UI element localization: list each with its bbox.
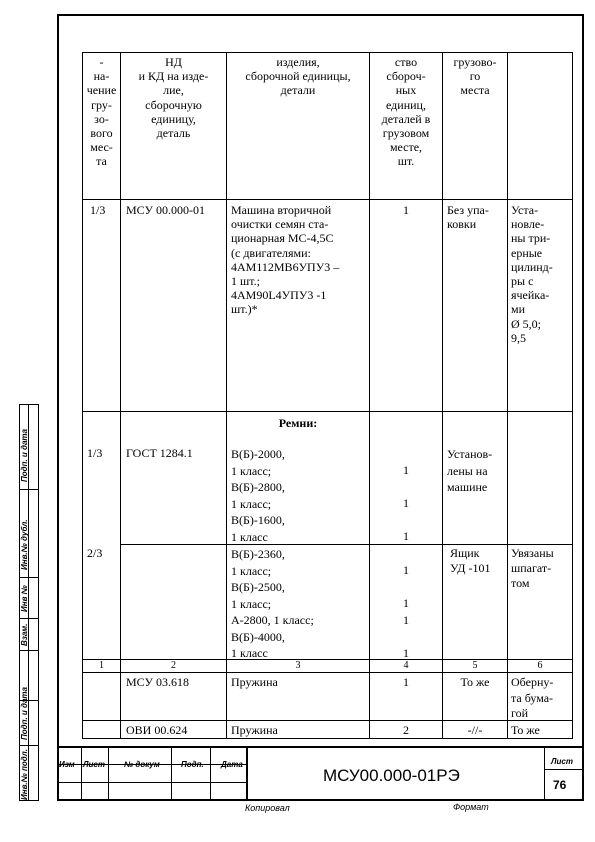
tb-label-list: Лист bbox=[83, 760, 105, 769]
table-right-border bbox=[572, 52, 573, 739]
footer-format: Формат bbox=[453, 802, 489, 812]
tb-col-1 bbox=[81, 746, 82, 801]
colnum-4: 4 bbox=[403, 660, 409, 671]
side-stamp-sep-3 bbox=[19, 618, 39, 619]
row5-qty: 2 bbox=[403, 723, 409, 737]
table-row1-bottom bbox=[82, 411, 573, 412]
row3-note: Увязаны шпагат- том bbox=[511, 546, 554, 590]
row4-name: Пружина bbox=[231, 675, 278, 689]
row4-pack: То же bbox=[460, 675, 490, 689]
title-block-top bbox=[57, 746, 584, 748]
row5-pack: -//- bbox=[467, 723, 483, 737]
row5-name: Пружина bbox=[231, 723, 278, 737]
side-label-inv-dubl: Инв.№ дубл. bbox=[20, 519, 29, 570]
side-stamp-sep-1 bbox=[19, 489, 39, 490]
side-label-vzam: Взам. bbox=[20, 623, 29, 646]
table-header-bottom bbox=[82, 199, 573, 200]
row5-doc: ОВИ 00.624 bbox=[126, 723, 188, 737]
row3-qty: 1 1 1 1 bbox=[403, 563, 409, 660]
row1-note: Уста- новле- ны три- ерные цилинд- ры с ячейка- ми Ø 5,0; 9,5 bbox=[511, 203, 553, 345]
side-stamp-sep-4 bbox=[19, 650, 39, 651]
tb-row-2 bbox=[57, 782, 246, 783]
table-row4-bottom bbox=[82, 720, 573, 721]
tb-col-2 bbox=[108, 746, 109, 801]
header-cell-place: - на- чение гру- зо- вого мес- та bbox=[86, 55, 117, 169]
colnum-3: 3 bbox=[295, 660, 301, 671]
row3-pack: Ящик УД -101 bbox=[450, 546, 491, 575]
tb-label-izm: Изм bbox=[59, 760, 75, 769]
row1-name: Машина вторичной очистки семян ста- ционарная МС-4,5С (с двигателями: 4АМ112МВ6УПУ3 – 1 шт.; 4АМ90L4УПУ3 -1 шт.)* bbox=[231, 203, 340, 317]
row1-doc: МСУ 00.000-01 bbox=[126, 203, 206, 217]
colnum-5: 5 bbox=[472, 660, 478, 671]
row2-name: В(Б)-2000, 1 класс; В(Б)-2800, 1 класс; В(Б)-1600, 1 класс bbox=[231, 447, 285, 544]
row4-qty: 1 bbox=[403, 675, 409, 689]
row4-doc: МСУ 03.618 bbox=[126, 675, 190, 689]
sheet-box-divider bbox=[544, 746, 545, 801]
table-col-divider-1 bbox=[120, 52, 121, 739]
header-cell-qty: ство сбороч- ных единиц, деталей в грузовом месте, шт. bbox=[381, 55, 431, 169]
footer-copied: Копировал bbox=[245, 803, 290, 813]
row3-place: 2/3 bbox=[87, 546, 103, 560]
colnum-2: 2 bbox=[171, 660, 176, 671]
side-label-inv-podl: Инв.№ подл. bbox=[20, 749, 29, 800]
table-bottom-border bbox=[82, 738, 573, 739]
row2-qty: 1 1 1 bbox=[403, 463, 409, 543]
tb-col-4 bbox=[210, 746, 211, 801]
sheet-number: 76 bbox=[553, 778, 567, 792]
table-row2-bottom bbox=[120, 544, 573, 545]
side-stamp-sep-6 bbox=[19, 745, 39, 746]
side-label-podp-data-bottom: Подп. и дата bbox=[20, 687, 29, 740]
colnum-1: 1 bbox=[99, 660, 104, 671]
row5-note: То же bbox=[511, 723, 540, 737]
table-col-divider-5 bbox=[507, 52, 508, 739]
row2-pack: Установ- лены на машине bbox=[447, 447, 493, 494]
header-cell-name: изделия, сборочной единицы, детали bbox=[245, 55, 351, 98]
sheet-label: Лист bbox=[551, 757, 573, 766]
header-cell-doc: НД и КД на изде- лие, сборочную единицу, деталь bbox=[138, 55, 209, 141]
title-block-divider bbox=[246, 746, 248, 801]
row3-name: В(Б)-2360, 1 класс; В(Б)-2500, 1 класс; А-2800, 1 класс; В(Б)-4000, 1 класс bbox=[231, 547, 314, 660]
tb-label-doc: № докум bbox=[124, 760, 160, 769]
row2-place: 1/3 bbox=[87, 446, 103, 460]
table-top-border bbox=[82, 52, 573, 53]
side-stamp-sep-2 bbox=[19, 577, 39, 578]
row2-doc: ГОСТ 1284.1 bbox=[126, 446, 193, 460]
row4-note: Оберну- та бума- гой bbox=[511, 675, 554, 720]
colnum-6: 6 bbox=[537, 660, 543, 671]
header-cell-pack: грузово- го места bbox=[453, 55, 497, 98]
side-label-podp-data-top: Подп. и дата bbox=[20, 429, 29, 482]
document-code: МСУ00.000-01РЭ bbox=[323, 766, 460, 785]
tb-label-podp: Подп. bbox=[181, 760, 204, 769]
tb-col-3 bbox=[171, 746, 172, 801]
row1-place: 1/3 bbox=[90, 203, 106, 217]
sheet-box-sep bbox=[544, 769, 584, 770]
table-col-divider-2 bbox=[226, 52, 227, 739]
row1-qty: 1 bbox=[403, 203, 409, 217]
tb-label-data: Дата bbox=[221, 760, 243, 769]
belts-heading: Ремни: bbox=[278, 416, 318, 430]
table-col-divider-4 bbox=[442, 52, 443, 739]
row1-pack: Без упа- ковки bbox=[447, 203, 489, 232]
side-label-inv-no: Инв № bbox=[20, 585, 29, 612]
